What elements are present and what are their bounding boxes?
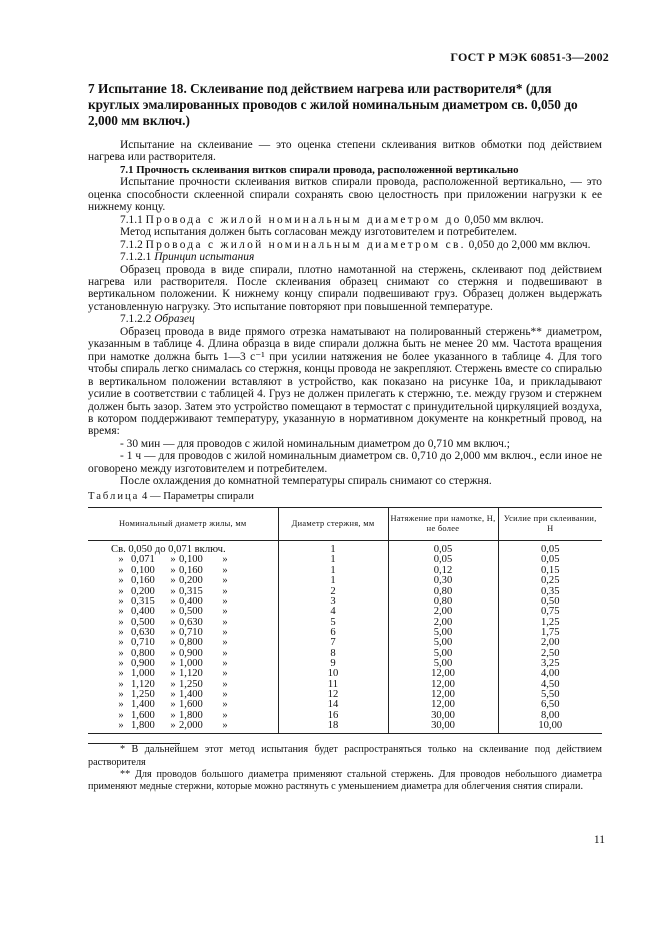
- clause-number: 7.1.2.2: [120, 313, 152, 326]
- cell-rod-diameter: 1: [278, 576, 388, 586]
- cell-bonding-force: 1,25: [498, 618, 602, 628]
- range-to: 0,630: [179, 616, 203, 628]
- cell-bonding-force: 3,25: [498, 659, 602, 669]
- subsection-7-1-2-1-title: [88, 251, 602, 263]
- cell-bonding-force: 0,50: [498, 597, 602, 607]
- ditto-mark: »: [170, 595, 176, 607]
- ditto-mark: »: [170, 585, 176, 597]
- cell-nominal-diameter: Св. 0,050 до 0,071 включ.: [111, 544, 226, 556]
- subsection-7-1-1-text: Метод испытания должен быть согласован между изготовителем и потребителем.: [120, 226, 517, 239]
- cell-rod-diameter: 8: [278, 649, 388, 659]
- range-to: 1,400: [179, 688, 203, 700]
- cell-bonding-force: 0,15: [498, 566, 602, 576]
- ditto-mark: »: [118, 606, 124, 618]
- cell-nominal-diameter: [88, 576, 278, 586]
- ditto-mark: »: [118, 626, 124, 638]
- footnote: * В дальнейшем этот метод испытания будет распространяться только на склеивание под действием растворителя: [88, 744, 602, 768]
- ditto-mark: »: [222, 606, 228, 618]
- table-row: [88, 607, 602, 617]
- clause-title: Принцип испытания: [154, 251, 255, 264]
- table-row: [88, 618, 602, 628]
- cell-bonding-force: 0,05: [498, 541, 602, 556]
- cell-winding-tension: 5,00: [388, 659, 498, 669]
- ditto-mark: »: [170, 688, 176, 700]
- cell-winding-tension: 0,80: [388, 597, 498, 607]
- ditto-mark: »: [222, 564, 228, 576]
- ditto-mark: »: [170, 575, 176, 587]
- ditto-mark: »: [170, 564, 176, 576]
- subsection-7-1-2-title: [88, 239, 602, 251]
- ditto-mark: »: [118, 595, 124, 607]
- range-from: 1,000: [131, 668, 155, 680]
- range-to: 0,200: [179, 575, 203, 587]
- clause-value: 0,050 мм включ.: [464, 213, 544, 226]
- cell-bonding-force: 2,00: [498, 638, 602, 648]
- range-to: 0,800: [179, 637, 203, 649]
- cell-rod-diameter: 1: [278, 566, 388, 576]
- cell-winding-tension: 0,05: [388, 541, 498, 556]
- range-from: 0,071: [131, 554, 155, 566]
- table-row: [88, 541, 602, 556]
- range-to: 1,250: [179, 678, 203, 690]
- table-row: [88, 638, 602, 648]
- cell-bonding-force: 4,00: [498, 669, 602, 679]
- cell-winding-tension: 0,30: [388, 576, 498, 586]
- ditto-mark: »: [118, 699, 124, 711]
- subsection-7-1-2-2-title: [88, 313, 602, 325]
- cell-winding-tension: 30,00: [388, 721, 498, 734]
- section-heading: 7 Испытание 18. Склеивание под действием нагрева или растворителя* (для круглых эмалированных проводов с жилой номинальным диаметром св. 0,050 до 2,000 мм включ.): [88, 81, 578, 128]
- range-from: 1,120: [131, 678, 155, 690]
- range-from: 1,250: [131, 688, 155, 700]
- table-row: [88, 555, 602, 565]
- ditto-mark: »: [170, 616, 176, 628]
- ditto-mark: »: [170, 719, 176, 731]
- header-nominal-diameter: Номинальный диаметр жилы, мм: [88, 508, 278, 541]
- table-row: [88, 711, 602, 721]
- ditto-mark: »: [118, 719, 124, 731]
- ditto-mark: »: [222, 554, 228, 566]
- table-row: [88, 597, 602, 607]
- cell-rod-diameter: 4: [278, 607, 388, 617]
- range-from: 0,160: [131, 575, 155, 587]
- cell-rod-diameter: 10: [278, 669, 388, 679]
- header-rod-diameter: Диаметр стержня, мм: [278, 508, 388, 541]
- cell-rod-diameter: 18: [278, 721, 388, 734]
- cell-winding-tension: 30,00: [388, 711, 498, 721]
- table-row: [88, 587, 602, 597]
- table-row: [88, 659, 602, 669]
- cell-rod-diameter: 7: [278, 638, 388, 648]
- table-caption-text: 4 — Параметры спирали: [142, 490, 254, 502]
- ditto-mark: »: [222, 626, 228, 638]
- intro-paragraph: Испытание на склеивание — это оценка степени склеивания витков обмотки под действием нагрева или растворителя.: [88, 139, 602, 164]
- range-from: 0,710: [131, 637, 155, 649]
- ditto-mark: »: [170, 678, 176, 690]
- table-caption-word: Таблица: [88, 490, 140, 502]
- coil-parameters-table: [88, 507, 602, 734]
- ditto-mark: »: [170, 606, 176, 618]
- cell-winding-tension: 12,00: [388, 690, 498, 700]
- range-from: 0,630: [131, 626, 155, 638]
- cell-rod-diameter: 5: [278, 618, 388, 628]
- subsection-7-1-text: Испытание прочности склеивания витков спирали провода, расположенной вертикально, — это оценка способности склеенной спирали сохранять свою целостность при приложении нагрузки к ее нижнему концу.: [88, 176, 602, 214]
- range-to: 0,315: [179, 585, 203, 597]
- range-to: 0,160: [179, 564, 203, 576]
- range-from: 0,200: [131, 585, 155, 597]
- cell-rod-diameter: 1: [278, 541, 388, 556]
- range-to: 1,800: [179, 709, 203, 721]
- ditto-mark: »: [170, 554, 176, 566]
- cell-winding-tension: 0,80: [388, 587, 498, 597]
- range-from: 0,900: [131, 657, 155, 669]
- cell-winding-tension: 0,12: [388, 566, 498, 576]
- ditto-mark: »: [118, 678, 124, 690]
- range-to: 0,500: [179, 606, 203, 618]
- range-from: 0,100: [131, 564, 155, 576]
- ditto-mark: »: [118, 637, 124, 649]
- clause-title: Провода с жилой номинальным диаметром св.: [145, 238, 466, 251]
- ditto-mark: »: [170, 699, 176, 711]
- cell-bonding-force: 1,75: [498, 628, 602, 638]
- cell-rod-diameter: 2: [278, 587, 388, 597]
- table-row: [88, 700, 602, 710]
- cell-bonding-force: 10,00: [498, 721, 602, 734]
- ditto-mark: »: [170, 637, 176, 649]
- cell-bonding-force: 5,50: [498, 690, 602, 700]
- table-row: [88, 669, 602, 679]
- clause-value: 0,050 до 2,000 мм включ.: [468, 238, 591, 251]
- table-row: [88, 649, 602, 659]
- bullet-item: - 1 ч — для проводов с жилой номинальным диаметром св. 0,710 до 2,000 мм включ., если иное не оговорено между изготовителем и потребителем.: [88, 450, 602, 475]
- range-to: 0,900: [179, 647, 203, 659]
- cell-bonding-force: 8,00: [498, 711, 602, 721]
- ditto-mark: »: [118, 668, 124, 680]
- standard-header: ГОСТ Р МЭК 60851-3—2002: [450, 50, 609, 64]
- table-row: [88, 721, 602, 734]
- table-header-row: [88, 508, 602, 541]
- table-row: [88, 566, 602, 576]
- ditto-mark: »: [118, 657, 124, 669]
- cell-rod-diameter: 11: [278, 680, 388, 690]
- ditto-mark: »: [170, 647, 176, 659]
- cell-rod-diameter: 12: [278, 690, 388, 700]
- clause-number: 7.1.2: [120, 238, 143, 251]
- ditto-mark: »: [118, 688, 124, 700]
- table-row: [88, 628, 602, 638]
- cell-bonding-force: 0,25: [498, 576, 602, 586]
- cell-winding-tension: 5,00: [388, 638, 498, 648]
- cell-winding-tension: 5,00: [388, 628, 498, 638]
- table-row: [88, 576, 602, 586]
- ditto-mark: »: [222, 616, 228, 628]
- cell-winding-tension: 5,00: [388, 649, 498, 659]
- range-from: 0,315: [131, 595, 155, 607]
- subsection-7-1-2-1-text: Образец провода в виде спирали, плотно намотанной на стержень, склеивают под действием нагрева или растворителя. После склеивания образец снимают со стержня и подвешивают в вертикальном положении. К нижнему концу спирали подвешивают груз. Образец должен выдержать установленную нагрузку. Это испытание повторяют при повышенной температуре.: [88, 263, 602, 313]
- cell-winding-tension: 12,00: [388, 669, 498, 679]
- subsection-7-1-1-title: [88, 214, 602, 226]
- clause-number: 7.1.1: [120, 213, 143, 226]
- ditto-mark: »: [118, 575, 124, 587]
- document-body: [88, 139, 602, 793]
- bullet-item: - 30 мин — для проводов с жилой номинальным диаметром до 0,710 мм включ.;: [120, 437, 510, 450]
- page-number: 11: [593, 834, 605, 846]
- table-body: [88, 541, 602, 734]
- table-caption: [88, 491, 602, 503]
- cell-winding-tension: 12,00: [388, 700, 498, 710]
- cell-rod-diameter: 16: [278, 711, 388, 721]
- ditto-mark: »: [222, 709, 228, 721]
- range-to: 2,000: [179, 719, 203, 731]
- header-winding-tension: Натяжение при намотке, Н, не более: [388, 508, 498, 541]
- ditto-mark: »: [118, 554, 124, 566]
- after-cooling-paragraph: После охлаждения до комнатной температуры спираль снимают со стержня.: [120, 475, 492, 488]
- cell-nominal-diameter: [88, 607, 278, 617]
- subsection-7-1-title: 7.1 Прочность склеивания витков спирали провода, расположенной вертикально: [120, 163, 519, 176]
- range-to: 1,120: [179, 668, 203, 680]
- ditto-mark: »: [118, 616, 124, 628]
- range-from: 0,400: [131, 606, 155, 618]
- header-bonding-force: Усилие при склеивании, Н: [498, 508, 602, 541]
- ditto-mark: »: [170, 668, 176, 680]
- subsection-7-1-2-2-text: Образец провода в виде прямого отрезка наматывают на полированный стержень** диаметром, указанным в таблице 4. Длина образца в виде спирали должна быть не менее 20 мм. Частота вращения при намотке должна быть 1—3 с⁻¹ при усилии натяжения не более указанного в таблице 4. Для того чтобы спираль легко снималась со стержня, концы провода не закрепляют. Стержень вместе со спиралью в вертикальном положении вставляют в устройство, как показано на рисунке 10а, и прикладывают усилие в соответствии с таблицей 4. Груз не должен прилегать к стержню, т.е. между грузом и стержнем должен быть зазор. Затем это устройство помещают в термостат с принудительной циркуляцией воздуха, в котором поддерживают температуру, указанную в нормативном документе на конкретный провод, на время:: [88, 325, 602, 438]
- cell-bonding-force: 6,50: [498, 700, 602, 710]
- ditto-mark: »: [222, 657, 228, 669]
- ditto-mark: »: [222, 699, 228, 711]
- table-row: [88, 690, 602, 700]
- range-from: 0,800: [131, 647, 155, 659]
- clause-number: 7.1.2.1: [120, 251, 152, 264]
- ditto-mark: »: [118, 585, 124, 597]
- ditto-mark: »: [170, 657, 176, 669]
- clause-title: Провода с жилой номинальным диаметром до: [145, 213, 462, 226]
- range-from: 1,600: [131, 709, 155, 721]
- cell-bonding-force: 0,05: [498, 555, 602, 565]
- cell-bonding-force: 2,50: [498, 649, 602, 659]
- cell-rod-diameter: 1: [278, 555, 388, 565]
- ditto-mark: »: [118, 709, 124, 721]
- cell-rod-diameter: 3: [278, 597, 388, 607]
- ditto-mark: »: [222, 575, 228, 587]
- ditto-mark: »: [170, 626, 176, 638]
- clause-title: Образец: [154, 313, 195, 326]
- range-to: 0,400: [179, 595, 203, 607]
- ditto-mark: »: [222, 595, 228, 607]
- range-from: 1,400: [131, 699, 155, 711]
- cell-winding-tension: 0,05: [388, 555, 498, 565]
- cell-rod-diameter: 6: [278, 628, 388, 638]
- cell-winding-tension: 2,00: [388, 607, 498, 617]
- range-from: 1,800: [131, 719, 155, 731]
- cell-nominal-diameter: [88, 721, 278, 734]
- cell-rod-diameter: 9: [278, 659, 388, 669]
- ditto-mark: »: [170, 709, 176, 721]
- footnote: ** Для проводов большого диаметра применяют стальной стержень. Для проводов небольшого диаметра применяют медные стержни, которые можно растянуть с уменьшением диаметра для облегчения снятия спирали.: [88, 768, 602, 792]
- cell-bonding-force: 4,50: [498, 680, 602, 690]
- table-row: [88, 680, 602, 690]
- cell-bonding-force: 0,75: [498, 607, 602, 617]
- cell-bonding-force: 0,35: [498, 587, 602, 597]
- range-to: 0,710: [179, 626, 203, 638]
- range-to: 1,000: [179, 657, 203, 669]
- ditto-mark: »: [118, 564, 124, 576]
- ditto-mark: »: [222, 678, 228, 690]
- range-to: 1,600: [179, 699, 203, 711]
- ditto-mark: »: [222, 688, 228, 700]
- cell-rod-diameter: 14: [278, 700, 388, 710]
- ditto-mark: »: [222, 637, 228, 649]
- cell-winding-tension: 2,00: [388, 618, 498, 628]
- range-to: 0,100: [179, 554, 203, 566]
- ditto-mark: »: [222, 585, 228, 597]
- ditto-mark: »: [222, 647, 228, 659]
- cell-winding-tension: 12,00: [388, 680, 498, 690]
- ditto-mark: »: [222, 719, 228, 731]
- ditto-mark: »: [118, 647, 124, 659]
- ditto-mark: »: [222, 668, 228, 680]
- range-from: 0,500: [131, 616, 155, 628]
